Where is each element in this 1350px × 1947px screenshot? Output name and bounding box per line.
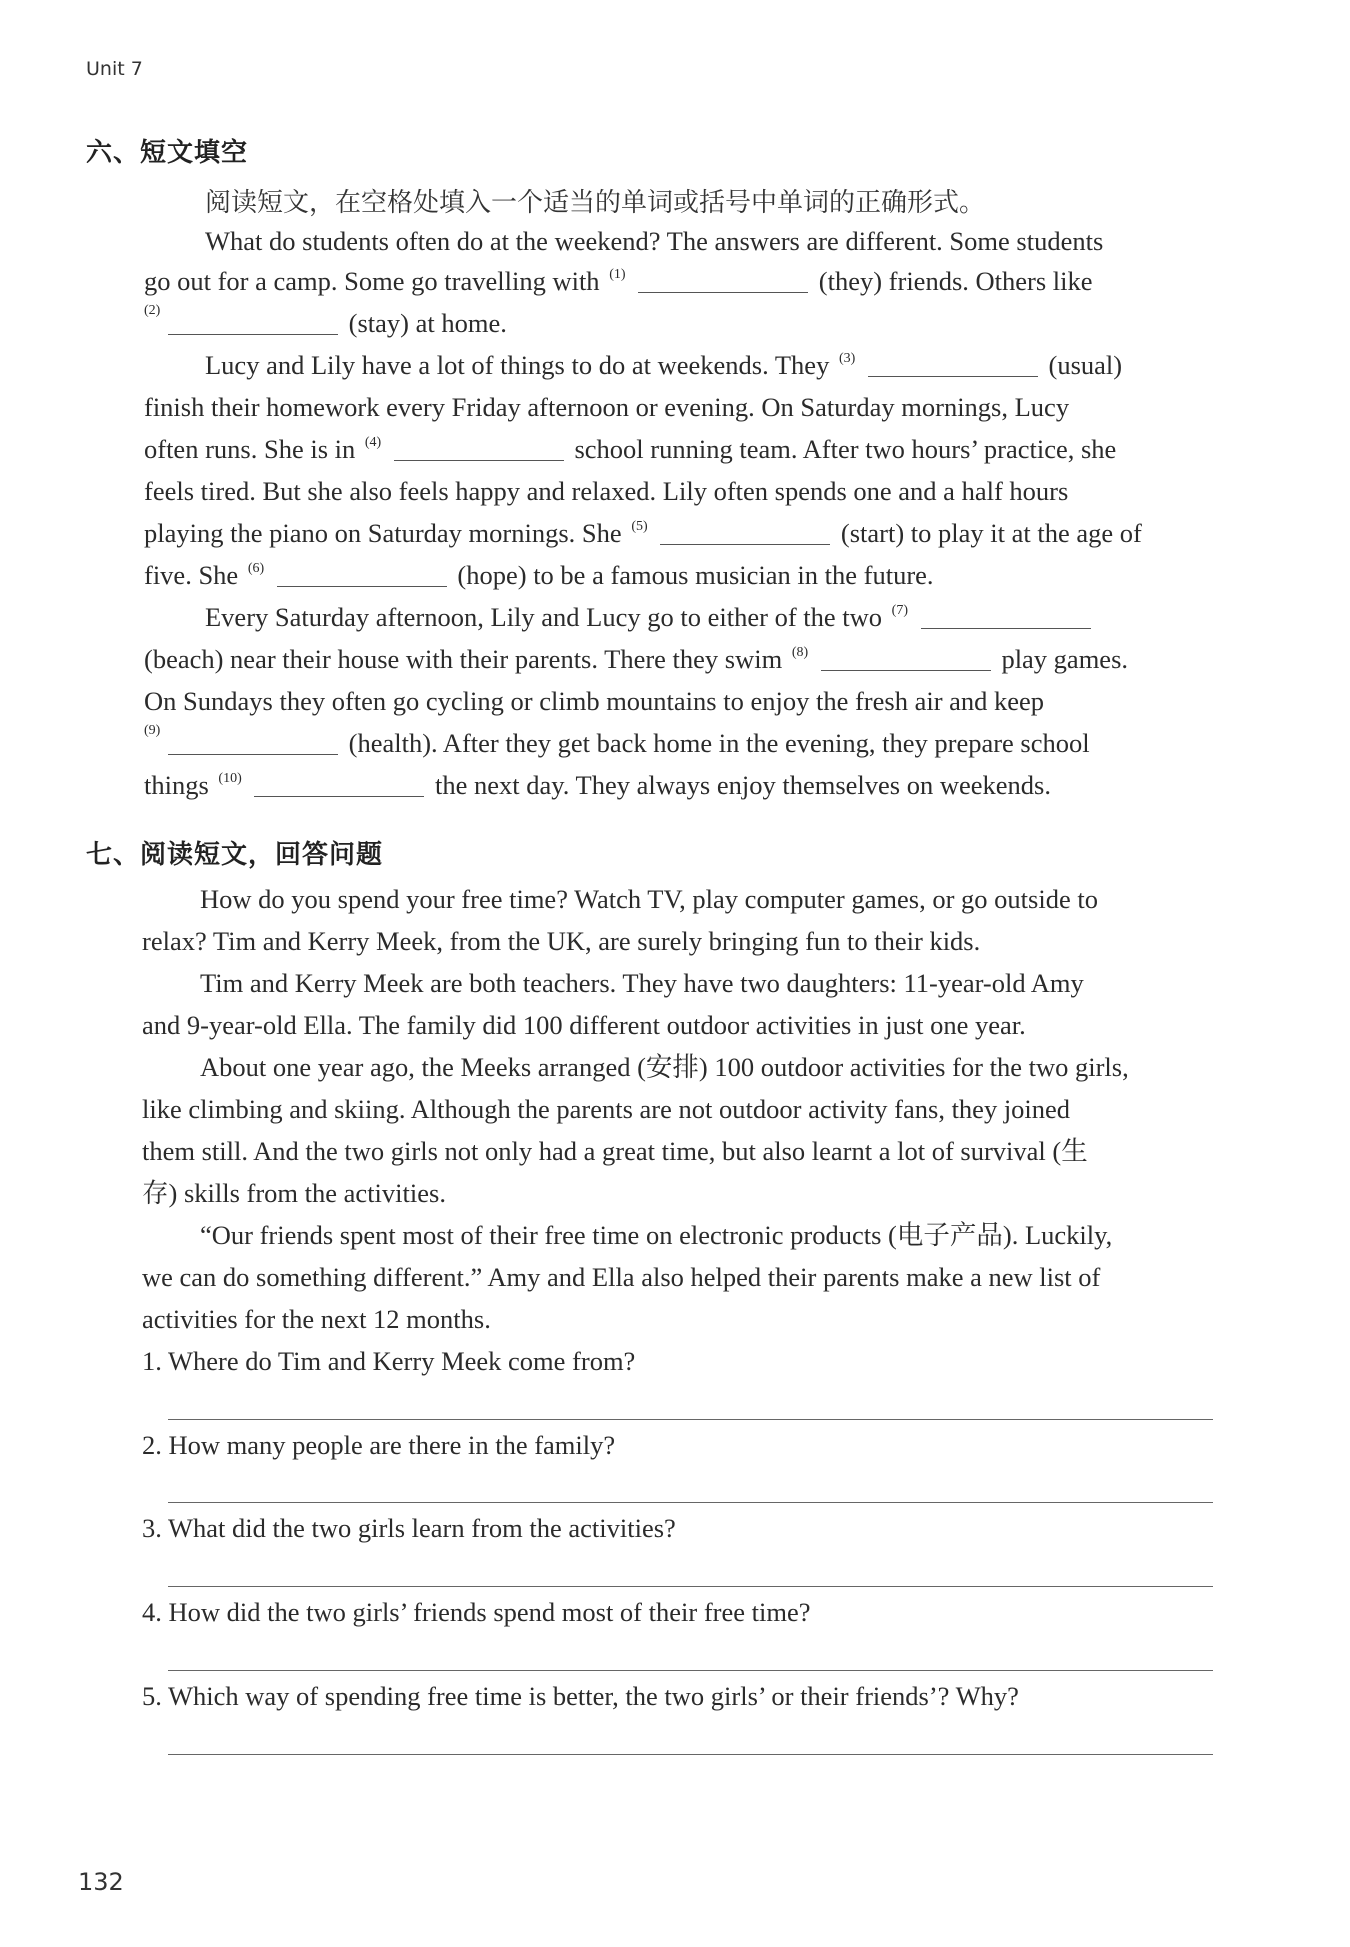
passage-text: (hope) to be a famous musician in the future. (457, 560, 934, 590)
passage-text: often runs. She is in (144, 434, 356, 464)
passage-line: them still. And the two girls not only had a great time, but also learnt a lot of survival (生 (142, 1136, 1088, 1166)
blank-number: (3) (838, 351, 856, 366)
question: 3. What did the two girls learn from the activities? (142, 1513, 676, 1543)
passage-line: Tim and Kerry Meek are both teachers. They have two daughters: 11-year-old Amy (200, 968, 1084, 998)
blank-number: (7) (891, 603, 908, 618)
passage-line (164, 308, 507, 340)
question: 4. How did the two girls’ friends spend most of their free time? (142, 1597, 811, 1627)
answer-blank-10[interactable] (254, 770, 424, 797)
section-7-title: 七、阅读短文，回答问题 (86, 840, 384, 870)
passage-text: Lucy and Lily have a lot of things to do at weekends. They (205, 350, 830, 380)
answer-blank-8[interactable] (821, 644, 991, 671)
passage-line: How do you spend your free time? Watch TV, play computer games, or go outside to (200, 884, 1098, 914)
unit-label: Unit 7 (86, 58, 143, 80)
question: 2. How many people are there in the family? (142, 1430, 616, 1460)
answer-blank-4[interactable] (394, 434, 564, 461)
passage-line (205, 602, 1095, 634)
passage-line: 存) skills from the activities. (142, 1178, 446, 1208)
question: 5. Which way of spending free time is better, the two girls’ or their friends’? Why? (142, 1681, 1019, 1711)
passage-text: (usual) (1048, 350, 1123, 380)
passage-line: “Our friends spent most of their free time on electronic products (电子产品). Luckily, (200, 1220, 1113, 1250)
passage-line (144, 518, 1142, 550)
answer-blank-6[interactable] (277, 560, 447, 587)
blank-number: (9) (144, 723, 161, 738)
passage-text: (beach) near their house with their parents. There they swim (144, 644, 783, 674)
passage-line: feels tired. But she also feels happy and relaxed. Lily often spends one and a half hours (144, 476, 1069, 506)
page-number: 132 (78, 1868, 124, 1896)
passage-text: (start) to play it at the age of (840, 518, 1142, 548)
answer-line-2[interactable] (168, 1502, 1213, 1503)
blank-number: (6) (247, 561, 265, 576)
passage-text: playing the piano on Saturday mornings. She (144, 518, 622, 548)
answer-line-4[interactable] (168, 1670, 1213, 1671)
passage-line: finish their homework every Friday afternoon or evening. On Saturday mornings, Lucy (144, 392, 1070, 422)
answer-blank-9[interactable] (168, 728, 338, 755)
question: 1. Where do Tim and Kerry Meek come from? (142, 1346, 636, 1376)
passage-line: relax? Tim and Kerry Meek, from the UK, are surely bringing fun to their kids. (142, 926, 981, 956)
passage-text: things (144, 770, 209, 800)
blank-number: (10) (218, 771, 242, 786)
passage-text: (health). After they get back home in the evening, they prepare school (348, 728, 1090, 758)
passage-text: the next day. They always enjoy themselves on weekends. (435, 770, 1051, 800)
answer-blank-2[interactable] (168, 308, 338, 335)
passage-line (144, 644, 1128, 676)
answer-line-1[interactable] (168, 1419, 1213, 1420)
answer-blank-1[interactable] (638, 266, 808, 293)
passage-text: go out for a camp. Some go travelling with (144, 266, 600, 296)
answer-line-3[interactable] (168, 1586, 1213, 1587)
passage-line: activities for the next 12 months. (142, 1304, 491, 1334)
passage-line (144, 770, 1051, 802)
passage-text: five. She (144, 560, 239, 590)
passage-line (144, 266, 1093, 298)
passage-line: we can do something different.” Amy and Ella also helped their parents make a new list of (142, 1262, 1101, 1292)
passage-line: What do students often do at the weekend? The answers are different. Some students (205, 226, 1104, 256)
answer-blank-3[interactable] (868, 350, 1038, 377)
passage-text: Every Saturday afternoon, Lily and Lucy go to either of the two (205, 602, 883, 632)
passage-text: (they) friends. Others like (818, 266, 1093, 296)
passage-line: About one year ago, the Meeks arranged (安排) 100 outdoor activities for the two girls, (200, 1052, 1129, 1082)
blank-number: (8) (791, 645, 809, 660)
answer-blank-5[interactable] (660, 518, 830, 545)
blank-number: (2) (144, 303, 161, 318)
blank-number: (5) (631, 519, 648, 534)
passage-line (205, 350, 1122, 382)
passage-line: and 9-year-old Ella. The family did 100 different outdoor activities in just one year. (142, 1010, 1026, 1040)
passage-text: school running team. After two hours’ practice, she (574, 434, 1117, 464)
passage-line (144, 434, 1116, 466)
passage-text: play games. (1001, 644, 1129, 674)
passage-line (144, 560, 934, 592)
passage-line: like climbing and skiing. Although the parents are not outdoor activity fans, they joined (142, 1094, 1071, 1124)
section-6-instruction: 阅读短文，在空格处填入一个适当的单词或括号中单词的正确形式。 (205, 188, 986, 217)
passage-line: On Sundays they often go cycling or climb mountains to enjoy the fresh air and keep (144, 686, 1045, 716)
blank-number: (4) (364, 435, 382, 450)
section-6-title: 六、短文填空 (86, 138, 249, 168)
answer-line-5[interactable] (168, 1754, 1213, 1755)
answer-blank-7[interactable] (921, 602, 1091, 629)
passage-line (164, 728, 1090, 760)
blank-number: (1) (609, 267, 626, 282)
passage-text: (stay) at home. (348, 308, 507, 338)
